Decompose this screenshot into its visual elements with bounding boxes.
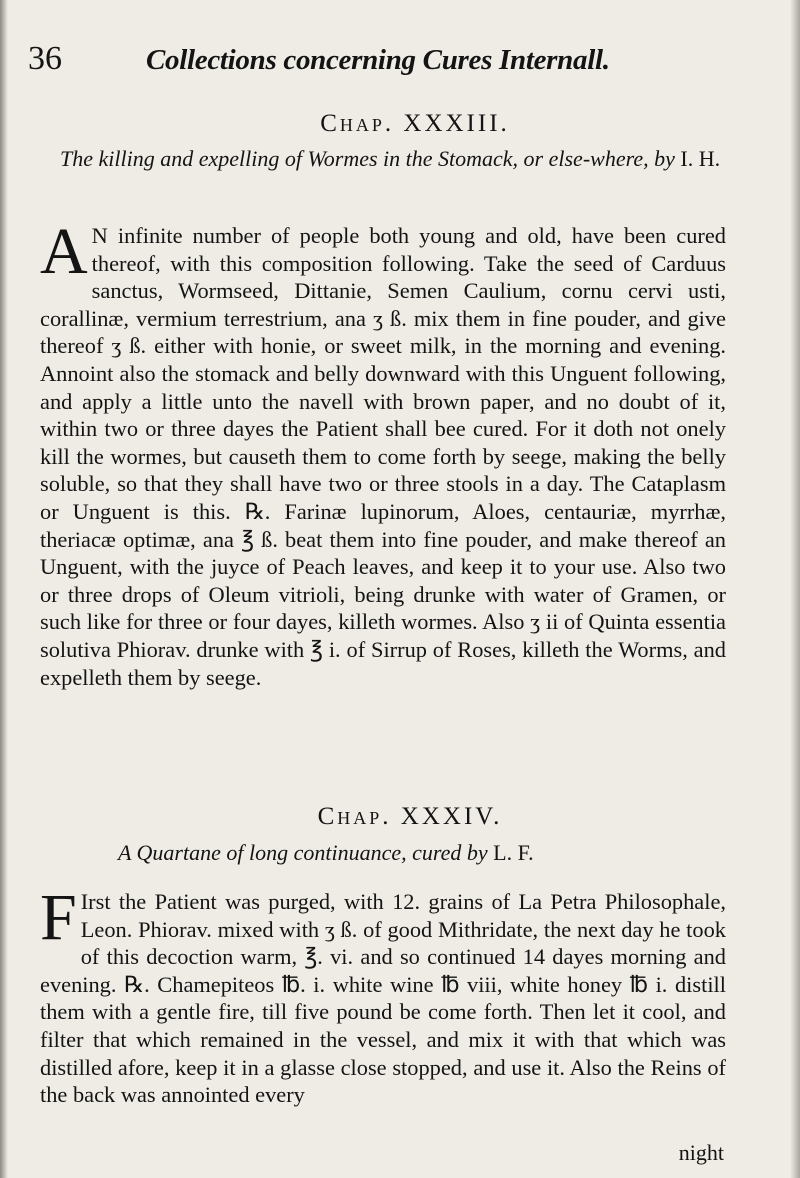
page-number: 36 — [28, 40, 62, 77]
chapter-body — [40, 881, 726, 1109]
subtitle-author: I. H. — [680, 146, 721, 171]
catchword: night — [678, 1140, 724, 1165]
chapter-subtitle — [118, 840, 718, 866]
drop-cap: A — [40, 215, 88, 288]
body-text: N infinite number of people both young and old, have been cured thereof, with this composition following. Take the seed of Carduus sanctus, Wormseed, Dittanie, Semen Caulium, cornu cervi usti, corallinæ, vermium terrestrium, ana ʒ ß. mix them in fine pouder, and give thereof ʒ ß. either with honie, or sweet milk, in the morning and evening. Annoint also the stomack and belly downward with this Unguent following, and apply a little unto the navell with brown paper, and no doubt of it, within two or three dayes the Patient shall bee cured. For it doth not onely kill the wormes, but causeth them to come forth by seege, making the belly soluble, so that they shall have two or three stools in a day. The Cataplasm or Unguent is this. ℞. Farinæ lupinorum, Aloes, centauriæ, myrrhæ, theriacæ optimæ, ana ℥ ß. beat them into fine pouder, and make thereof an Unguent, with the juyce of Peach leaves, and keep it to your use. Also two or three drops of Oleum vitrioli, being drunke with water of Gramen, or such like for three or four dayes, killeth wormes. Also ʒ ii of Quinta essentia solutiva Phiorav. drunke with ℥ i. of Sirrup of Roses, killeth the Worms, and expelleth them by seege. — [40, 223, 726, 690]
running-title: Collections concerning Cures Internall. — [146, 44, 610, 76]
subtitle-text: A Quartane of long continuance, cured by — [118, 840, 488, 865]
body-text: Irst the Patient was purged, with 12. grains of La Petra Philosophale, Leon. Phiorav. mixed with ʒ ß. of good Mithridate, the next day he took of this decoction warm, ℥. vi. and so continued 14 dayes morning and evening. ℞. Chamepiteos ℔. i. white wine ℔ viii, white honey ℔ i. distill them with a gentle fire, till five pound be come forth. Then let it cool, and filter that which remained in the vessel, and mix it with that which was distilled afore, keep it in a glasse close stopped, and use it. Also the Reins of the back was annointed every — [40, 889, 726, 1108]
subtitle-author: L. F. — [493, 840, 534, 865]
page-header — [28, 40, 760, 84]
chapter-heading: Chap. XXXIII. — [320, 110, 510, 137]
chapter-heading: Chap. XXXIV. — [317, 803, 503, 830]
subtitle-text: The killing and expelling of Wormes in the Stomack, or else-where, by — [60, 146, 675, 171]
chapter-body — [40, 215, 726, 691]
drop-cap: F — [40, 881, 77, 954]
chapter-subtitle — [60, 146, 740, 172]
